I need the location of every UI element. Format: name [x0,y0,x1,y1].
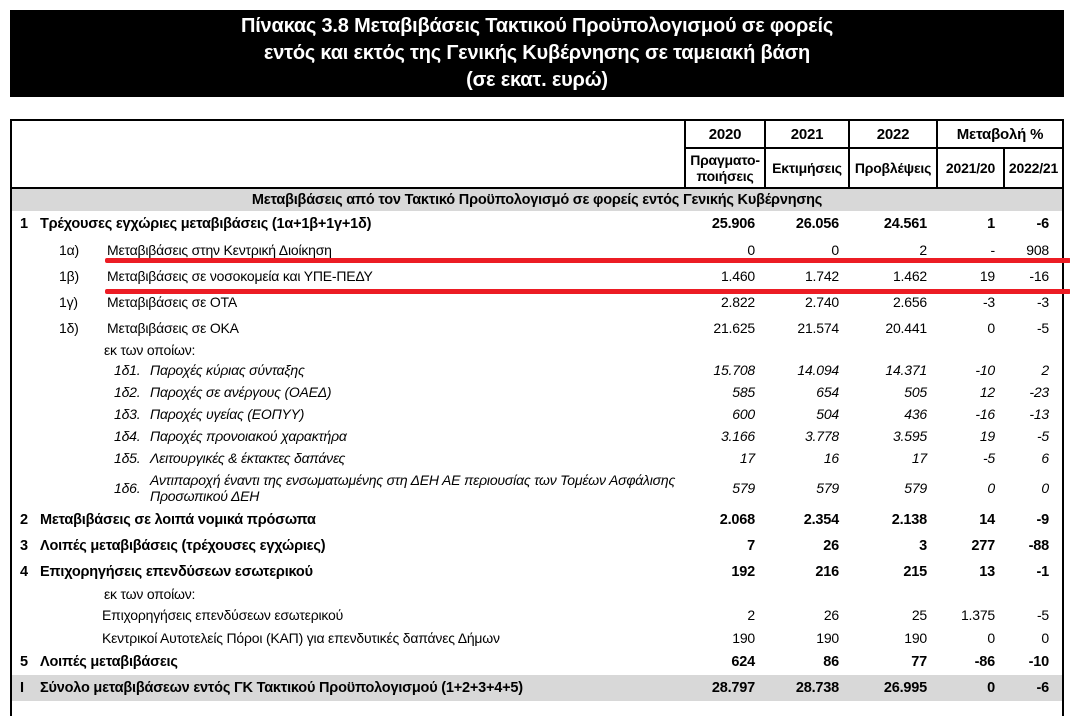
row-label: Αντιπαροχή έναντι της ενσωματωμένης στη ΔΕΗ ΑΕ περιουσίας των Τομέων Ασφάλισης Προσωπικού ΔΕΗ [150,472,676,504]
value-2022-21: 0 [1041,480,1049,496]
row-number: 2 [20,512,28,528]
value-2020: 190 [732,629,755,646]
row-description [12,586,684,602]
table-row [12,533,1062,559]
table-title [10,10,1064,97]
table-row [12,559,1062,585]
title-line-3: (σε εκατ. ευρώ) [466,69,608,91]
value-2021: 16 [823,450,839,466]
row-label: Παροχές υγείας (ΕΟΠΥΥ) [150,406,305,422]
header-sub-actuals: Πραγματο-ποιήσεις [684,149,764,187]
table-body [12,211,1062,701]
table-row [12,603,1062,626]
table-row [12,649,1062,675]
value-2022: 3 [919,538,927,554]
value-2022-21: -88 [1028,538,1049,554]
value-2022: 436 [904,406,927,422]
row-description [12,512,684,528]
value-2022: 17 [911,450,927,466]
value-2022-21: -1 [1036,564,1049,580]
value-2021-20: 1.375 [960,606,995,623]
table-row [12,425,1062,447]
value-2021-20: 0 [987,320,995,336]
row-description [12,362,684,378]
table-row [12,341,1062,359]
value-2022-21: -13 [1029,406,1049,422]
value-2021-20: 19 [979,268,995,284]
row-label: Λειτουργικές & έκτακτες δαπάνες [150,450,346,466]
table-row [12,447,1062,469]
value-2020: 2 [747,606,755,623]
header-year-2020: 2020 [684,121,764,147]
value-2020: 579 [732,480,755,496]
header-columns [684,121,1062,187]
value-2021-20: 12 [979,384,995,400]
value-2020: 192 [731,564,755,580]
value-2022-21: -5 [1036,428,1049,444]
value-2022-21: -5 [1036,320,1049,336]
value-2021-20: - [990,242,995,258]
value-2021-20: -86 [974,654,995,670]
row-label: Λοιπές μεταβιβάσεις (τρέχουσες εγχώριες) [40,538,326,554]
row-number: 1δ3. [114,406,141,422]
title-line-2: εντός και εκτός της Γενικής Κυβέρνησης σε ταμειακή βάση [263,42,811,64]
value-2021-20: 14 [979,512,995,528]
row-description [12,538,684,554]
row-number: 1γ) [59,294,78,310]
value-2021-20: 13 [979,564,995,580]
title-line-1: Πίνακας 3.8 Μεταβιβάσεις Τακτικού Προϋπολογισμού σε φορείς [240,15,834,37]
row-label: Μεταβιβάσεις σε νοσοκομεία και ΥΠΕ-ΠΕΔΥ [107,268,373,284]
value-2021: 579 [816,480,839,496]
value-2021-20: 1 [987,216,995,232]
row-description [12,216,684,232]
value-2020: 2.068 [719,512,755,528]
header-change-percent: Μεταβολή % [936,121,1062,147]
value-2022-21: 908 [1026,242,1049,258]
row-label: εκ των οποίων: [104,342,196,358]
value-2020: 1.460 [720,268,755,284]
value-2021: 26 [823,538,839,554]
table-row [12,507,1062,533]
row-description [12,472,684,504]
row-description [12,564,684,580]
value-2021-20: 277 [971,538,995,554]
row-description [12,294,684,310]
value-2022: 505 [904,384,927,400]
value-2022-21: 2 [1041,362,1049,378]
row-label: Μεταβιβάσεις σε ΟΚΑ [107,320,239,336]
row-description [12,320,684,336]
value-2022-21: -10 [1028,654,1049,670]
red-highlight-line-bottom [105,289,1070,294]
table-header [12,121,1062,189]
row-label: Επιχορηγήσεις επενδύσεων εσωτερικού [40,564,313,580]
value-2021-20: 0 [987,680,995,696]
row-number: 3 [20,538,28,554]
row-description [12,268,684,284]
row-description [12,428,684,444]
table-row [12,626,1062,649]
row-label: εκ των οποίων: [104,586,196,602]
value-2022: 579 [904,480,927,496]
table-row [12,263,1062,289]
header-sub-2021-20: 2021/20 [936,149,1003,187]
row-description [12,342,684,358]
value-2021-20: -16 [975,406,995,422]
row-label: Λοιπές μεταβιβάσεις [40,654,178,670]
value-2022: 2.138 [891,512,927,528]
row-label: Κεντρικοί Αυτοτελείς Πόροι (ΚΑΠ) για επενδυτικές δαπάνες Δήμων [102,629,500,646]
row-description [12,450,684,466]
header-sub-projections: Προβλέψεις [848,149,936,187]
value-2022: 20.441 [885,320,927,336]
row-label: Παροχές σε ανέργους (ΟΑΕΔ) [150,384,332,400]
value-2021: 216 [815,564,839,580]
value-2021: 504 [816,406,839,422]
value-2022-21: 6 [1041,450,1049,466]
value-2021-20: -3 [982,294,995,310]
row-label: Μεταβιβάσεις σε ΟΤΑ [107,294,237,310]
row-description [12,654,684,670]
table-row [12,211,1062,237]
section-band-inside-gg: Μεταβιβάσεις από τον Τακτικό Προϋπολογισμό σε φορείς εντός Γενικής Κυβέρνησης [12,189,1062,211]
row-description [12,607,684,623]
value-2022: 3.595 [892,428,927,444]
value-2020: 624 [731,654,755,670]
value-2022-21: -6 [1036,680,1049,696]
value-2022: 25 [911,606,927,623]
value-2022-21: -23 [1029,384,1049,400]
header-year-2021: 2021 [764,121,848,147]
value-2022-21: -16 [1029,268,1049,284]
row-label: Σύνολο μεταβιβάσεων εντός ΓΚ Τακτικού Προϋπολογισμού (1+2+3+4+5) [40,680,523,696]
table-row [12,403,1062,425]
header-sublabels-row [684,149,1062,187]
row-number: 4 [20,564,28,580]
value-2020: 3.166 [720,428,755,444]
value-2022-21: -3 [1036,294,1049,310]
value-2020: 21.625 [713,320,755,336]
row-number: 1δ6. [114,480,141,496]
row-description [12,384,684,400]
value-2022: 26.995 [883,680,927,696]
value-2022: 24.561 [883,216,927,232]
row-number: 1 [20,216,28,232]
row-label: Επιχορηγήσεις επενδύσεων εσωτερικού [102,606,344,623]
value-2022: 215 [903,564,927,580]
row-label: Τρέχουσες εγχώριες μεταβιβάσεις (1α+1β+1γ+1δ) [40,216,372,232]
row-number: 5 [20,654,28,670]
value-2022: 77 [911,654,927,670]
value-2021: 1.742 [804,268,839,284]
value-2021-20: -10 [975,362,995,378]
value-2021: 21.574 [797,320,839,336]
value-2021-20: 0 [987,629,995,646]
table-row [12,469,1062,507]
row-label: Παροχές προνοιακού χαρακτήρα [150,428,347,444]
value-2022-21: -9 [1036,512,1049,528]
value-2021: 0 [831,242,839,258]
row-label: Μεταβιβάσεις στην Κεντρική Διοίκηση [107,242,332,258]
value-2021-20: 19 [979,428,995,444]
header-years-row [684,121,1062,149]
value-2022: 1.462 [892,268,927,284]
value-2021-20: -5 [982,450,995,466]
value-2022: 14.371 [885,362,927,378]
value-2021: 28.738 [795,680,839,696]
value-2021: 654 [816,384,839,400]
table-row [12,585,1062,603]
table-row [12,675,1062,701]
value-2021-20: 0 [987,480,995,496]
header-sub-2022-21: 2022/21 [1003,149,1062,187]
value-2021: 14.094 [797,362,839,378]
value-2020: 25.906 [711,216,755,232]
row-number: 1δ5. [114,450,141,466]
row-description [12,406,684,422]
value-2020: 0 [747,242,755,258]
value-2020: 7 [747,538,755,554]
row-description [12,242,684,258]
row-number: 1δ4. [114,428,141,444]
row-number: Ι [20,680,24,696]
row-number: 1β) [59,268,79,284]
row-number: 1α) [59,242,79,258]
value-2020: 585 [732,384,755,400]
value-2022-21: 0 [1041,629,1049,646]
value-2020: 17 [739,450,755,466]
table-row [12,359,1062,381]
row-description [12,630,684,646]
row-label: Παροχές κύριας σύνταξης [150,362,305,378]
value-2021: 26.056 [795,216,839,232]
value-2020: 600 [732,406,755,422]
value-2022: 2.656 [892,294,927,310]
row-number: 1δ) [59,320,79,336]
value-2021: 3.778 [804,428,839,444]
row-number: 1δ1. [114,362,141,378]
value-2020: 2.822 [720,294,755,310]
value-2021: 26 [823,606,839,623]
value-2020: 15.708 [713,362,755,378]
value-2021: 86 [823,654,839,670]
red-highlight-line-top [105,258,1070,263]
row-number: 1δ2. [114,384,141,400]
value-2021: 2.354 [803,512,839,528]
value-2021: 190 [816,629,839,646]
value-2022: 2 [919,242,927,258]
header-description-cell [12,121,684,187]
table-row [12,381,1062,403]
value-2022: 190 [904,629,927,646]
value-2020: 28.797 [711,680,755,696]
row-label: Μεταβιβάσεις σε λοιπά νομικά πρόσωπα [40,512,316,528]
value-2021: 2.740 [804,294,839,310]
value-2022-21: -5 [1036,606,1049,623]
budget-table [10,119,1064,716]
value-2022-21: -6 [1036,216,1049,232]
header-sub-estimates: Εκτιμήσεις [764,149,848,187]
table-row [12,315,1062,341]
header-year-2022: 2022 [848,121,936,147]
row-description [12,680,684,696]
